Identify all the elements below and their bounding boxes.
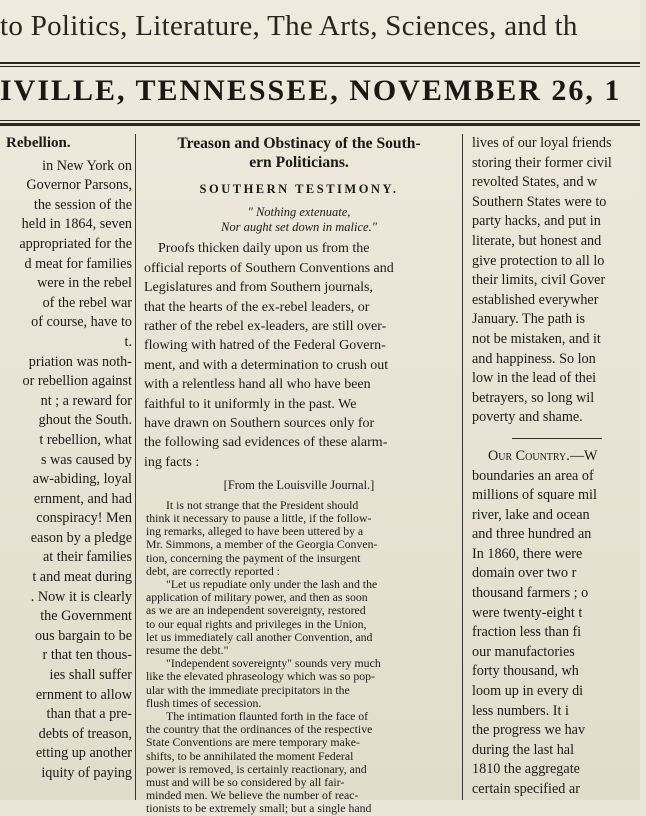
dateline: IVILLE, TENNESSEE, NOVEMBER 26, 1: [0, 74, 622, 107]
text-line: Proofs thicken daily upon us from the: [158, 241, 370, 257]
column-left-text: [0, 157, 132, 784]
text-line: appropriated for the: [19, 235, 132, 252]
text-line: ing facts :: [144, 454, 200, 470]
text-line: tion, concerning the payment of the insurgent: [146, 550, 361, 565]
text-line: Mr. Simmons, a member of the Georgia Conven-: [146, 537, 378, 552]
text-line: "Let us repudiate only under the lash and the: [166, 576, 378, 591]
article-body: [138, 239, 460, 472]
text-line: at their families: [42, 549, 132, 566]
text-line: power is removed, is certainly reactionary, and: [146, 761, 367, 776]
column-divider-2: [462, 134, 463, 800]
text-line: the progress we hav: [472, 722, 586, 739]
text-line: State Conventions are mere temporary make-: [146, 735, 360, 750]
text-line: let us immediately call another Convention, and: [146, 629, 373, 644]
text-line: debts of treason,: [38, 725, 132, 742]
section-heading-title: Our Country.: [488, 447, 570, 464]
text-line: . Now it is clearly: [30, 588, 132, 605]
column-center: [138, 134, 460, 816]
text-line: or rebellion against: [22, 373, 132, 390]
epigraph-line-1: " Nothing extenuate,: [247, 205, 351, 220]
text-line: the following sad evidences of these alarm-: [144, 435, 388, 451]
section-heading: [472, 447, 646, 467]
masthead-rule-top: [0, 62, 640, 64]
text-line: lives of our loyal friends: [472, 135, 612, 151]
text-line: less numbers. It i: [472, 702, 569, 719]
text-line: poverty and shame.: [472, 409, 583, 426]
text-line: domain over two r: [472, 565, 577, 582]
text-line: low in the lead of thei: [472, 370, 597, 387]
text-line: shifts, to be annihilated the moment Federal: [146, 748, 354, 763]
text-line: must and will be so considered by all fair-: [146, 774, 345, 789]
text-line: river, lake and ocean: [472, 506, 590, 523]
text-line: The intimation flaunted forth in the face of: [166, 708, 369, 723]
text-line: have drawn on Southern sources only for: [144, 416, 375, 432]
text-line: the country that the ordinances of the respective: [146, 722, 373, 737]
text-line: official reports of Southern Conventions and: [144, 260, 394, 276]
text-line: certain specified ar: [472, 781, 580, 797]
text-line: minded men. We believe the number of reac-: [146, 788, 359, 803]
text-line: to our equal rights and privileges in the Union,: [146, 616, 367, 631]
text-line: 1810 the aggregate: [472, 761, 580, 778]
column-right: [466, 134, 646, 800]
masthead-subtitle: to Politics, Literature, The Arts, Sciences, and th: [0, 10, 578, 42]
headline-line-2: ern Politicians.: [249, 154, 349, 171]
text-line: than that a pre-: [46, 706, 132, 723]
text-line: t and meat during: [32, 569, 132, 586]
headline-line-1: Treason and Obstinacy of the South-: [177, 135, 421, 152]
text-line: and happiness. So lon: [472, 350, 596, 367]
article-epigraph: [138, 205, 460, 235]
text-line: were in the rebel: [37, 275, 132, 292]
text-line: flush times of secession.: [146, 695, 262, 710]
text-line: eason by a pledge: [30, 529, 132, 546]
text-line: thousand farmers ; o: [472, 585, 589, 602]
text-line: ghout the South.: [38, 412, 132, 429]
text-line: iquity of paying: [41, 765, 132, 781]
article-quoted-text: [138, 499, 460, 816]
article-kicker: SOUTHERN TESTIMONY.: [199, 182, 399, 196]
text-line: were twenty-eight t: [472, 604, 583, 621]
text-line: "Independent sovereignty" sounds very much: [166, 656, 381, 671]
text-line: d meat for families: [24, 255, 132, 272]
masthead-rule-thin: [0, 66, 640, 67]
text-line: as we are an independent sovereignty, restored: [146, 603, 366, 618]
text-line: in New York on: [42, 157, 132, 174]
text-line: ernment, and had: [33, 490, 132, 507]
text-line: January. The path is: [472, 311, 586, 328]
text-line: not be mistaken, and it: [472, 330, 601, 347]
text-line: literate, but honest and: [472, 232, 602, 249]
column-left-heading: Rebellion.: [6, 135, 71, 151]
text-line: of course, have to: [31, 314, 132, 331]
text-line: rather of the rebel ex-leaders, are still over-: [144, 319, 387, 335]
column-right-text-top: [472, 134, 646, 428]
text-line: that the hearts of the ex-rebel leaders, or: [144, 299, 370, 315]
text-line: Southern States were to: [472, 193, 607, 210]
text-line: give protection to all lo: [472, 252, 605, 269]
text-line: and three hundred an: [472, 526, 592, 543]
text-line: millions of square mil: [472, 487, 597, 504]
text-line: etting up another: [35, 745, 132, 762]
epigraph-line-2: Nor aught set down in malice.": [221, 220, 377, 235]
text-line: storing their former civil: [472, 154, 612, 171]
text-line: ment, and with a determination to crush out: [144, 357, 389, 373]
text-line: nt ; a reward for: [40, 392, 132, 409]
text-line: ies shall suffer: [49, 667, 132, 684]
dateline-rule-thin: [0, 120, 640, 121]
text-line: ernment to allow: [35, 686, 132, 703]
text-line: our manufactories: [472, 643, 575, 660]
column-left: [0, 134, 132, 800]
text-line: loom up in every di: [472, 683, 584, 700]
text-line: flowing with hatred of the Federal Govern-: [144, 338, 386, 354]
article-source: [From the Louisville Journal.]: [223, 478, 375, 493]
text-line: their limits, civil Gover: [472, 272, 606, 289]
article-headline: [138, 134, 460, 172]
text-line: It is not strange that the President should: [166, 497, 359, 512]
text-line: betrayers, so long wil: [472, 389, 595, 406]
column-right-text-bottom: [472, 467, 646, 800]
text-line: forty thousand, wh: [472, 663, 579, 680]
text-line: the Government: [40, 608, 132, 625]
text-line: Governor Parsons,: [26, 177, 132, 194]
text-line: application of military power, and then as soon: [146, 590, 368, 605]
text-line: Legislatures and from Southern journals,: [144, 280, 374, 296]
text-line: fraction less than fi: [472, 624, 582, 641]
text-line: ing remarks, alleged to have been uttered by a: [146, 524, 364, 539]
text-line: ous bargain to be: [34, 627, 132, 644]
text-line: like the elevated phraseology which was so pop-: [146, 669, 375, 684]
text-line: faithful to it uniformly in the past. We: [144, 396, 357, 412]
text-line: In 1860, there were: [472, 545, 583, 562]
text-line: with a relentless hand all who have been: [144, 377, 371, 393]
dateline-rule-thick: [0, 123, 640, 126]
text-line: t rebellion, what: [39, 431, 132, 448]
text-line: conspiracy! Men: [36, 510, 132, 527]
text-line: tionists to be extremely small; but a single hand: [146, 801, 372, 816]
text-line: of the rebel war: [42, 294, 132, 311]
text-line: established everywher: [472, 291, 599, 308]
text-line: resume the debt.": [146, 642, 229, 657]
column-divider-1: [135, 134, 136, 800]
text-line: ular with the immediate precipitators in the: [146, 682, 350, 697]
text-line: r that ten thous-: [42, 647, 132, 664]
text-line: t.: [124, 333, 132, 350]
section-divider: [512, 438, 602, 439]
text-line: boundaries an area of: [472, 467, 594, 484]
text-line: priation was noth-: [28, 353, 132, 370]
text-line: held in 1864, seven: [21, 216, 132, 233]
section-heading-tail: —W: [569, 447, 598, 464]
text-line: revolted States, and w: [472, 174, 598, 191]
text-line: think it necessary to pause a little, if the follow-: [146, 510, 372, 525]
text-line: s was caused by: [40, 451, 132, 468]
text-line: aw-abiding, loyal: [32, 471, 132, 488]
text-line: the session of the: [33, 196, 132, 213]
text-line: during the last hal: [472, 741, 575, 758]
text-line: party hacks, and put in: [472, 213, 601, 230]
text-line: debt, are correctly reported :: [146, 563, 280, 578]
